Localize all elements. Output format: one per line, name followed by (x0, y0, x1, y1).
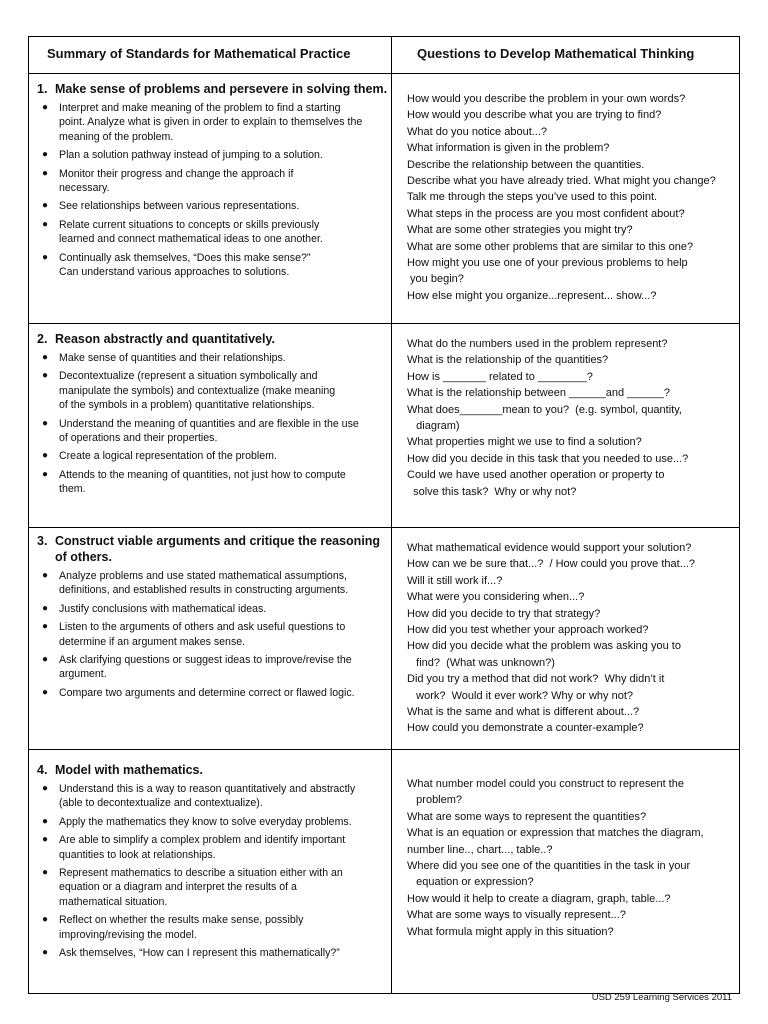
bullet-text-line: mathematical situation. (59, 895, 168, 908)
standard-title-text: Model with mathematics. (55, 763, 203, 777)
question-line: What steps in the process are you most confident about? (407, 207, 685, 220)
question-line: How would you describe what you are trying to find? (407, 109, 662, 122)
bullet-item (37, 167, 389, 196)
question-line: How did you test whether your approach worked? (407, 624, 649, 637)
question-line: What does_______mean to you? (e.g. symbol, quantity, (407, 403, 682, 416)
bullet-list (37, 101, 389, 279)
question-line: solve this task? Why or why not? (407, 485, 577, 498)
question-line: diagram) (407, 420, 460, 433)
question-line: How else might you organize...represent... show...? (407, 289, 657, 302)
questions-2 (407, 336, 737, 500)
question-line: How did you decide what the problem was asking you to (407, 640, 681, 653)
standard-title-line (37, 549, 389, 565)
bullet-item (37, 417, 389, 446)
standard-number: 4. (37, 763, 48, 777)
bullet-dot-icon: ● (42, 947, 49, 959)
bullet-dot-icon: ● (42, 251, 49, 263)
question-line: What mathematical evidence would support your solution? (407, 542, 692, 554)
questions-4 (407, 776, 737, 940)
bullet-text-line: Continually ask themselves, “Does this make sense?” (59, 251, 311, 264)
question-line: What formula might apply in this situation? (407, 925, 614, 938)
bullet-text-line: Compare two arguments and determine correct or flawed logic. (59, 686, 355, 699)
bullet-text-line: Represent mathematics to describe a situation either with an (59, 867, 343, 880)
bullet-item (37, 369, 389, 412)
question-line: equation or expression? (407, 876, 534, 889)
question-line: What is the relationship between ______and ______? (407, 387, 670, 400)
bullet-text-line: Justify conclusions with mathematical ideas. (59, 602, 267, 615)
standard-title-line (37, 331, 389, 347)
bullet-item (37, 866, 389, 909)
header-right: Questions to Develop Mathematical Thinking (417, 46, 695, 61)
question-line: What were you considering when...? (407, 591, 585, 604)
bullet-list (37, 782, 389, 960)
bullet-text-line: necessary. (59, 182, 110, 195)
bullet-text-line: Decontextualize (represent a situation symbolically and (59, 370, 318, 383)
standard-number: 3. (37, 534, 48, 548)
bullet-dot-icon: ● (42, 654, 49, 666)
bullet-text-line: Are able to simplify a complex problem and identify important (59, 834, 346, 847)
question-line: What properties might we use to find a solution? (407, 436, 642, 449)
questions-1 (407, 91, 737, 304)
bullet-text-line: meaning of the problem. (59, 130, 174, 143)
bullet-text-line: of the symbols in a problem) quantitative relationships. (59, 399, 315, 412)
standard-title (37, 331, 389, 347)
bullet-text-line: Understand the meaning of quantities and are flexible in the use (59, 417, 359, 430)
bullet-text-line: Ask clarifying questions or suggest ideas to improve/revise the (59, 654, 352, 667)
bullet-item (37, 913, 389, 942)
bullet-dot-icon: ● (42, 783, 49, 794)
bullet-text-line: Analyze problems and use stated mathematical assumptions, (59, 570, 347, 582)
bullet-dot-icon: ● (42, 218, 49, 230)
bullet-text-line: See relationships between various representations. (59, 200, 300, 213)
row-divider (29, 323, 739, 324)
question-line: What are some ways to visually represent...? (407, 909, 626, 922)
standard-title-text: Reason abstractly and quantitatively. (55, 332, 275, 346)
bullet-text-line: Can understand various approaches to solutions. (59, 266, 290, 279)
bullet-item (37, 946, 389, 960)
bullet-text-line: determine if an argument makes sense. (59, 635, 246, 648)
row-divider (29, 527, 739, 528)
standard-3 (37, 533, 389, 704)
question-line: Where did you see one of the quantities in the task in your (407, 860, 691, 873)
bullet-item (37, 602, 389, 616)
bullet-text-line: learned and connect mathematical ideas to one another. (59, 233, 323, 246)
bullet-text-line: Plan a solution pathway instead of jumping to a solution. (59, 149, 323, 162)
bullet-dot-icon: ● (42, 602, 49, 614)
question-line: How can we be sure that...? / How could you prove that...? (407, 558, 695, 571)
question-line: What do the numbers used in the problem represent? (407, 338, 668, 350)
question-line: How did you decide in this task that you needed to use...? (407, 452, 689, 465)
column-divider (391, 37, 392, 993)
bullet-dot-icon: ● (42, 370, 49, 382)
bullet-text-line: them. (59, 483, 86, 496)
standard-2 (37, 331, 389, 501)
bullet-text-line: Ask themselves, “How can I represent this mathematically?” (59, 947, 340, 960)
standard-title-text: of others. (55, 550, 112, 564)
bullet-dot-icon: ● (42, 914, 49, 926)
bullet-text-line: definitions, and established results in constructing arguments. (59, 584, 349, 597)
bullet-text-line: Create a logical representation of the problem. (59, 450, 277, 463)
standard-title-line (37, 81, 389, 97)
bullet-item (37, 569, 389, 598)
bullet-dot-icon: ● (42, 200, 49, 212)
bullet-text-line: Relate current situations to concepts or skills previously (59, 218, 320, 231)
question-line: What do you notice about...? (407, 125, 548, 138)
bullet-dot-icon: ● (42, 834, 49, 846)
question-line: you begin? (407, 273, 464, 286)
bullet-dot-icon: ● (42, 352, 49, 363)
bullet-text-line: equation or a diagram and interpret the results of a (59, 881, 297, 894)
question-line: What is the relationship of the quantities? (407, 354, 609, 367)
header-left: Summary of Standards for Mathematical Practice (47, 46, 351, 61)
bullet-list (37, 569, 389, 700)
bullet-item (37, 199, 389, 213)
question-line: Will it still work if...? (407, 574, 503, 587)
bullet-item (37, 833, 389, 862)
question-line: Describe the relationship between the quantities. (407, 158, 645, 171)
standard-1 (37, 81, 389, 283)
bullet-dot-icon: ● (42, 570, 49, 581)
bullet-text-line: quantities to look at relationships. (59, 848, 216, 861)
bullet-text-line: argument. (59, 668, 107, 681)
bullet-item (37, 449, 389, 463)
bullet-item (37, 620, 389, 649)
bullet-dot-icon: ● (42, 149, 49, 161)
bullet-text-line: Make sense of quantities and their relationships. (59, 352, 286, 364)
bullet-item (37, 251, 389, 280)
question-line: Talk me through the steps you’ve used to this point. (407, 191, 658, 204)
question-line: What are some ways to represent the quantities? (407, 810, 647, 823)
standard-4 (37, 762, 389, 964)
question-line: number line.., chart..., table..? (407, 843, 553, 856)
bullet-dot-icon: ● (42, 867, 49, 879)
standard-title-line (37, 533, 389, 549)
bullet-dot-icon: ● (42, 621, 49, 633)
question-line: How would it help to create a diagram, graph, table...? (407, 892, 671, 905)
bullet-item (37, 686, 389, 700)
question-line: How did you decide to try that strategy? (407, 607, 601, 620)
bullet-dot-icon: ● (42, 468, 49, 480)
question-line: What is an equation or expression that matches the diagram, (407, 827, 704, 840)
standard-title (37, 81, 389, 97)
standard-title-text: Construct viable arguments and critique the reasoning (55, 534, 381, 548)
question-line: Did you try a method that did not work? Why didn’t it (407, 673, 665, 686)
bullet-item (37, 148, 389, 162)
footer-credit: USD 259 Learning Services 2011 (591, 992, 732, 1003)
row-divider (29, 749, 739, 750)
bullet-text-line: Interpret and make meaning of the problem to find a starting (59, 102, 341, 114)
bullet-text-line: Listen to the arguments of others and ask useful questions to (59, 621, 346, 634)
questions-3 (407, 540, 737, 737)
standard-number: 2. (37, 332, 48, 346)
standard-title (37, 533, 389, 565)
bullet-text-line: Apply the mathematics they know to solve everyday problems. (59, 815, 352, 828)
bullet-item (37, 653, 389, 682)
bullet-text-line: point. Analyze what is given in order to explain to themselves the (59, 116, 363, 129)
question-line: problem? (407, 794, 463, 807)
bullet-text-line: manipulate the symbols) and contextualize (make meaning (59, 384, 336, 397)
bullet-dot-icon: ● (42, 102, 49, 113)
bullet-text-line: Understand this is a way to reason quantitatively and abstractly (59, 783, 356, 795)
standard-title-text: Make sense of problems and persevere in solving them. (55, 82, 388, 96)
question-line: How is _______ related to ________? (407, 370, 593, 383)
bullet-text-line: Reflect on whether the results make sense, possibly (59, 914, 304, 927)
bullet-dot-icon: ● (42, 815, 49, 827)
bullet-item (37, 101, 389, 144)
bullet-dot-icon: ● (42, 167, 49, 179)
question-line: How might you use one of your previous problems to help (407, 257, 688, 270)
bullet-text-line: Attends to the meaning of quantities, not just how to compute (59, 468, 346, 481)
question-line: find? (What was unknown?) (407, 656, 555, 669)
bullet-text-line: Monitor their progress and change the approach if (59, 167, 294, 180)
bullet-dot-icon: ● (42, 417, 49, 429)
question-line: What are some other strategies you might try? (407, 224, 633, 237)
question-line: Describe what you have already tried. What might you change? (407, 175, 716, 188)
bullet-item (37, 468, 389, 497)
bullet-item (37, 782, 389, 811)
question-line: What is the same and what is different about...? (407, 706, 640, 719)
standard-title (37, 762, 389, 778)
bullet-text-line: of operations and their properties. (59, 432, 218, 445)
bullet-item (37, 351, 389, 365)
standards-table (28, 36, 740, 994)
bullet-dot-icon: ● (42, 686, 49, 698)
question-line: How would you describe the problem in your own words? (407, 93, 686, 105)
bullet-dot-icon: ● (42, 450, 49, 462)
bullet-item (37, 218, 389, 247)
table-header (29, 37, 739, 74)
bullet-text-line: (able to decontextualize and contextualize). (59, 797, 263, 810)
bullet-item (37, 815, 389, 829)
question-line: What number model could you construct to represent the (407, 778, 684, 790)
question-line: What information is given in the problem? (407, 142, 610, 155)
standard-number: 1. (37, 82, 48, 96)
standard-title-line (37, 762, 389, 778)
question-line: What are some other problems that are similar to this one? (407, 240, 694, 253)
question-line: work? Would it ever work? Why or why not? (407, 689, 633, 702)
bullet-text-line: improving/revising the model. (59, 928, 197, 941)
question-line: Could we have used another operation or property to (407, 469, 665, 482)
bullet-list (37, 351, 389, 497)
question-line: How could you demonstrate a counter-example? (407, 722, 644, 735)
